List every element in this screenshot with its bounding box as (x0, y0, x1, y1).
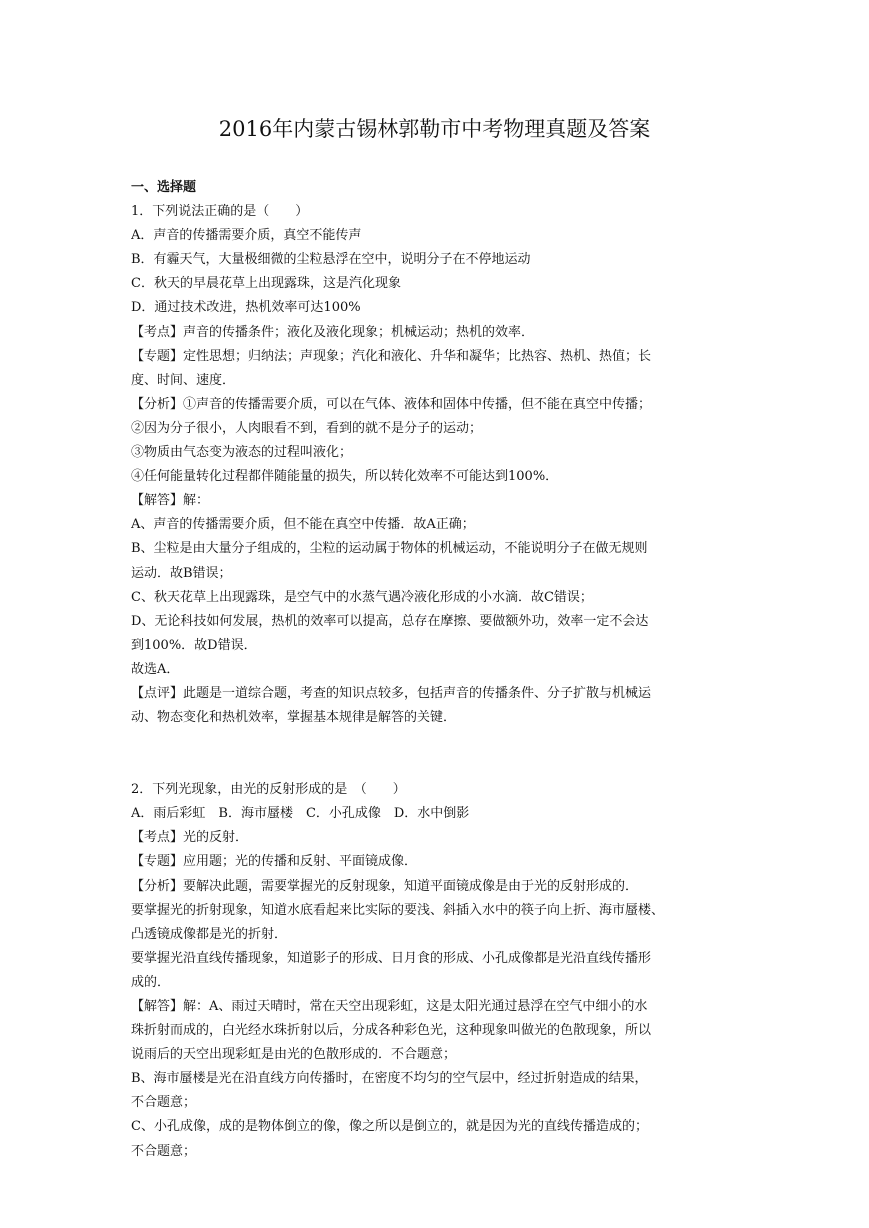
question-2-line: 不合题意； (131, 1095, 197, 1111)
question-1-line: B．有霾天气，大量极细微的尘粒悬浮在空中，说明分子在不停地运动 (131, 252, 531, 268)
question-2-line: 2．下列光现象，由光的反射形成的是 （ ） (131, 782, 406, 798)
question-2-line: C、小孔成像，成的是物体倒立的像，像之所以是倒立的，就是因为光的直线传播造成的； (131, 1119, 648, 1135)
question-1-line: D．通过技术改进，热机效率可达100% (131, 300, 361, 316)
question-2-line: 成的． (131, 974, 171, 990)
document-title: 2016年内蒙古锡林郭勒市中考物理真题及答案 (218, 117, 651, 141)
question-2-line: 凸透镜成像都是光的折射． (131, 926, 288, 942)
question-1-line: A、声音的传播需要介质，但不能在真空中传播．故A正确； (131, 517, 475, 533)
question-1-line: 到100%．故D错误． (131, 637, 257, 653)
question-1 (131, 200, 743, 730)
question-1-line: 【考点】声音的传播条件；液化及液化现象；机械运动；热机的效率． (131, 324, 535, 340)
question-1-line: A．声音的传播需要介质，真空不能传声 (131, 228, 362, 244)
question-1-line: ③物质由气态变为液态的过程叫液化； (131, 445, 353, 461)
question-2-line: 说雨后的天空出现彩虹是由光的色散形成的．不合题意； (131, 1047, 457, 1063)
question-1-line: 故选A． (131, 661, 180, 677)
question-2-line: A．雨后彩虹 B．海市蜃楼 C．小孔成像 D．水中倒影 (131, 806, 470, 822)
question-2-line: 【解答】解：A、雨过天晴时，常在天空出现彩虹，这是太阳光通过悬浮在空气中细小的水 (131, 999, 648, 1014)
question-2-line: 要掌握光的折射现象，知道水底看起来比实际的要浅、斜插入水中的筷子向上折、海市蜃楼、 (131, 902, 665, 918)
question-2-line: 珠折射而成的，白光经水珠折射以后，分成各种彩色光，这种现象叫做光的色散现象，所以 (131, 1023, 652, 1039)
section-heading: 一、选择题 (131, 180, 197, 195)
question-1-line: 度、时间、速度． (131, 372, 236, 388)
question-1-line: 【专题】定性思想；归纳法；声现象；汽化和液化、升华和凝华；比热容、热机、热值；长 (131, 348, 652, 364)
question-2-line: 要掌握光沿直线传播现象，知道影子的形成、日月食的形成、小孔成像都是光沿直线传播形 (131, 950, 652, 966)
question-1-line: 运动．故B错误； (131, 565, 232, 581)
question-2-line: B、海市蜃楼是光在沿直线方向传播时，在密度不均匀的空气层中，经过折射造成的结果， (131, 1071, 648, 1087)
question-1-line: 【解答】解： (131, 493, 210, 509)
question-1-line: D、无论科技如何发展，热机的效率可以提高，总存在摩擦、要做额外功，效率一定不会达 (131, 613, 649, 629)
question-spacer (131, 730, 743, 778)
question-1-line: ②因为分子很小，人肉眼看不到，看到的就不是分子的运动； (131, 420, 483, 436)
question-1-line: C、秋天花草上出现露珠，是空气中的水蒸气遇冷液化形成的小水滴．故C错误； (131, 589, 593, 605)
question-2 (131, 778, 743, 1164)
question-1-line: 动、物态变化和热机效率，掌握基本规律是解答的关键． (131, 710, 457, 726)
question-2-line: 不合题意； (131, 1143, 197, 1159)
question-1-line: 1．下列说法正确的是（ ） (131, 204, 309, 220)
question-1-line: 【点评】此题是一道综合题，考查的知识点较多，包括声音的传播条件、分子扩散与机械运 (131, 685, 652, 701)
question-2-line: 【考点】光的反射． (131, 830, 249, 846)
question-1-line: 【分析】①声音的传播需要介质，可以在气体、液体和固体中传播，但不能在真空中传播； (131, 396, 652, 412)
question-2-line: 【专题】应用题；光的传播和反射、平面镜成像． (131, 854, 418, 870)
question-1-line: ④任何能量转化过程都伴随能量的损失，所以转化效率不可能达到100%． (131, 469, 559, 485)
question-1-line: B、尘粒是由大量分子组成的，尘粒的运动属于物体的机械运动，不能说明分子在做无规则 (131, 541, 648, 557)
question-2-line: 【分析】要解决此题，需要掌握光的反射现象，知道平面镜成像是由于光的反射形成的． (131, 878, 639, 894)
document-body (131, 176, 743, 1164)
question-1-line: C．秋天的早晨花草上出现露珠，这是汽化现象 (131, 276, 401, 292)
